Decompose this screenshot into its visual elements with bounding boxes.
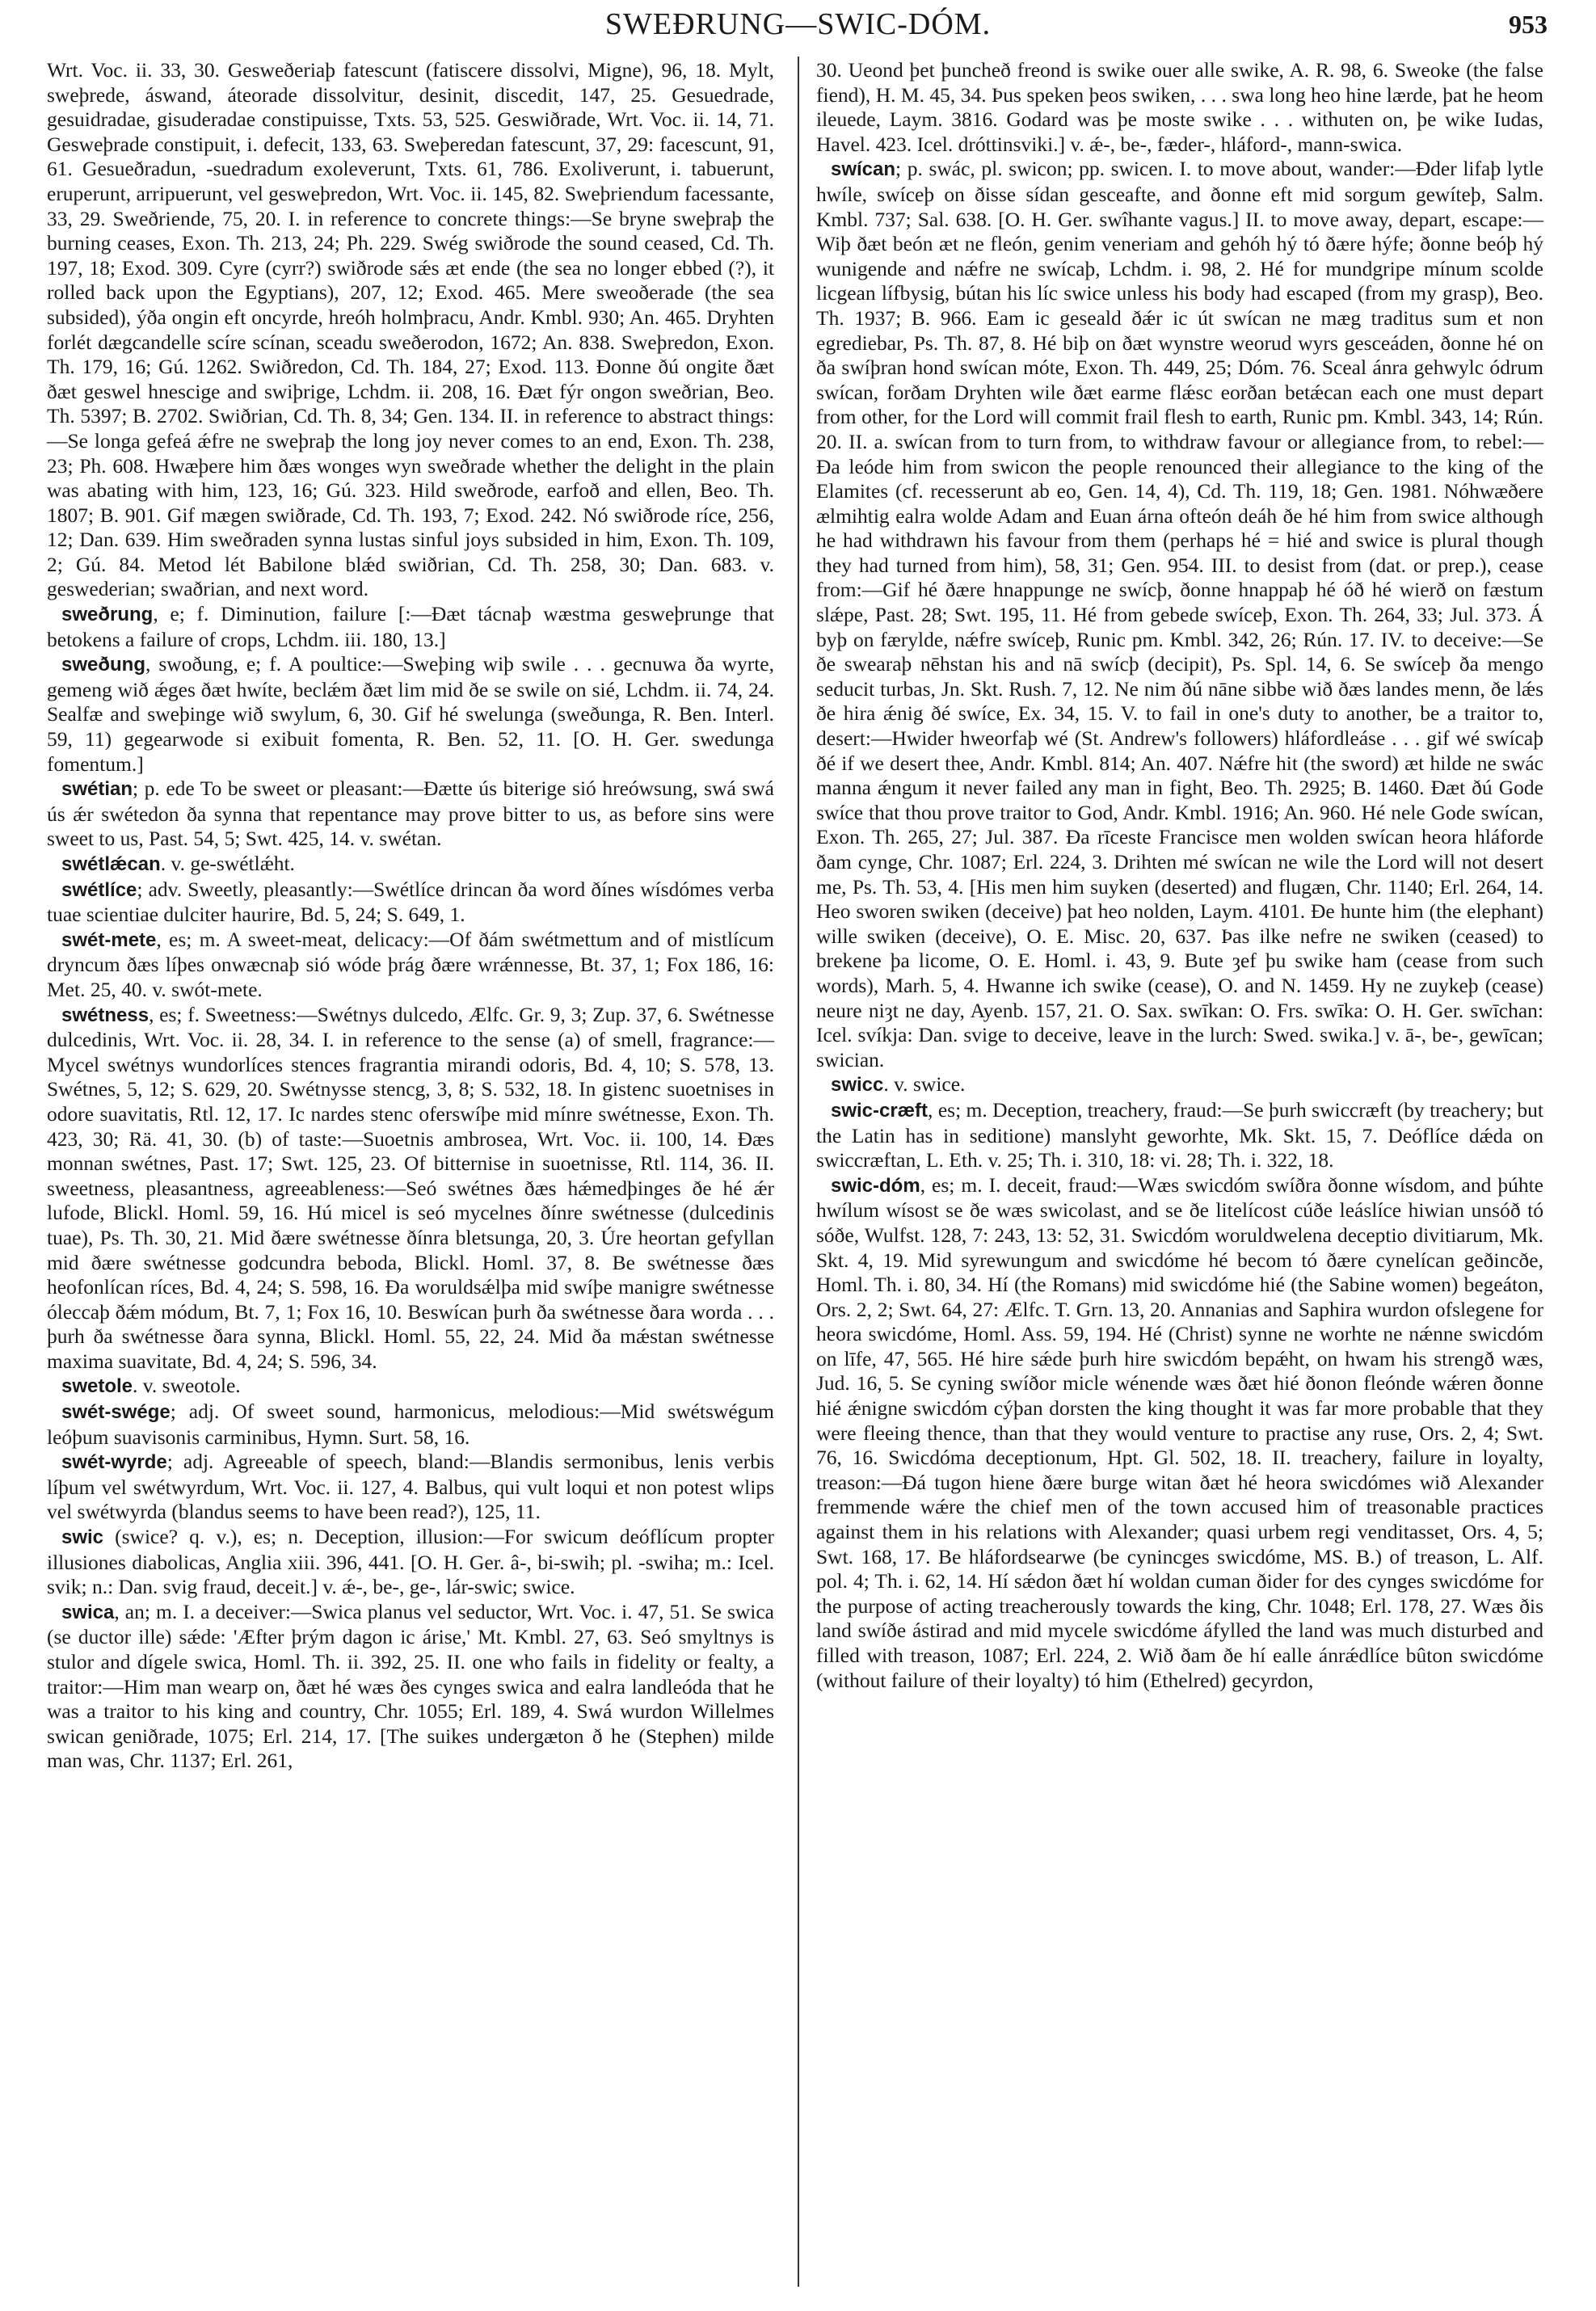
page-header (48, 6, 1548, 47)
entry-text: , es; m. I. deceit, fraud:—Wæs swicdóm swíðra ðonne wísdom, and þúhte hwílum wísost se ðe wæs swicolast, and se ðe litelícost cúðe leáslíce hiwian unsóð tó sóðe, Wulfst. 128, 7: 243, 13: 52, 31. Swicdóm woruldwelena deceptio divitiarum, Mk. Skt. 4, 19. Mid syrewungum and swicdóme hé becom tó ðære cynelícan geðincðe, Homl. Th. i. 80, 34. Hí (the Romans) mid swicdóme hié (the Sabine women) begeáton, Ors. 2, 2; Swt. 64, 27: Ælfc. T. Grn. 13, 20. Annanias and Saphira wurdon ofslegene for heora swicdóme, Homl. Ass. 59, 194. Hé (Christ) synne ne worhte ne nǽnne swicdóm on līfe, 47, 565. Hé hire sǽde þurh hire swicdóm bepǽht, on hwam his strengð wæs, Jud. 16, 5. Se cyning swíðor micle wénende wæs ðæt hié ðonon fleónde wǽren ðonne hié ǽnigne swicdóm cýþan dorsten the king thought it was far more probable that they were fleeing thence, than that they would venture to practise any ruse, Ors. 2, 4; Swt. 76, 16. Swicdóma deceptionum, Hpt. Gl. 502, 18. II. treachery, failure in loyalty, treason:—Ðá tugon hiene ðære burge witan ðæt hé heora swicdómes wið Alexander fremmende wǽre the chief men of the town accused him of treasonable practices against them in his relations with Alexander; quasi urbem regi venditasset, Ors. 4, 5; Swt. 168, 17. Be hláfordsearwe (be cynincges swicdóme, MS. B.) of treason, L. Alf. pol. 4; Th. i. 62, 14. Hí sǽdon ðæt hí woldan cuman ðider for des cynges swicdóme for the purpose of acting treacherously towards the king, Chr. 1048; Erl. 178, 27. Wæs ðis land swíðe ástirad and mid mycele swicdóme áfylled the land was much disturbed and filled with treason, 1087; Erl. 224, 2. Wið ðam ðe hí ealle ánrǽdlíce bûton swicdóme (without failure of their loyalty) tó him (Ethelred) gecyrdon, (816, 1172, 1543, 1692)
entry-text: Wrt. Voc. ii. 33, 30. Gesweðeriaþ fatescunt (fatiscere dissolvi, Migne), 96, 18. Mylt, sweþrede, áswand, áteorade dissolvitur, desinit, discedit, 147, 25. Gesuedrade, gesuidradae, gisuderadae constipuisse, Txts. 53, 525. Geswiðrade, Wrt. Voc. ii. 14, 71. Gesweþrade constipuit, i. defecit, 133, 63. Sweþeredan fatescunt, 37, 29: facescunt, 91, 61. Gesueðradun, -suedradum exoleverunt, Txts. 61, 786. Exoliverunt, i. tabuerunt, eruperunt, arripuerunt, vel gesweþredon, Wrt. Voc. ii. 145, 82. Sweþriendum facessante, 33, 29. Sweðriende, 75, 20. I. in reference to concrete things:—Se bryne sweþraþ the burning ceases, Exon. Th. 213, 24; Ph. 229. Swég swiðrode the sound ceased, Cd. Th. 197, 18; Exod. 309. Cyre (cyrr?) swiðrode sǽs æt ende (the sea no longer ebbed (?), it rolled back upon the Egyptians), 207, 12; Exod. 465. Mere sweoðerade (the sea subsided), ýða ongin eft oncyrde, hreóh holmþracu, Andr. Kmbl. 930; An. 465. Dryhten forlét dægcandelle scíre scínan, sceadu sweðerodon, 1672; An. 838. Sweþredon, Exon. Th. 179, 16; Gú. 1262. Swiðredon, Cd. Th. 184, 27; Exod. 113. Ðonne ðú ongite ðæt ðæt geswel hnescige and swiþrige, Lchdm. ii. 208, 16. Ðæt fýr ongon sweðrian, Beo. Th. 5397; B. 2702. Swiðrian, Cd. Th. 8, 34; Gen. 134. II. in reference to abstract things:—Se longa gefeá ǽfre ne sweþraþ the long joy never comes to an end, Exon. Th. 238, 23; Ph. 608. Hwæþere him ðæs wonges wyn sweðrade whether the delight in the plain was abating with him, 123, 16; Gú. 323. Hild sweðrode, earfoð and ellen, Beo. Th. 1807; B. 901. Gif mægen swiðrade, Cd. Th. 193, 7; Exod. 242. Nó swiðrode ríce, 256, 12; Dan. 639. Him sweðraden synna lustas sinful joys subsided in him, Exon. Th. 109, 2; Gú. 84. Metod lét Babilone blǽd swiðrian, Cd. Th. 258, 30; Dan. 683. v. geswederian; swaðrian, and next word. (47, 58, 774, 601)
dictionary-entry (47, 602, 774, 652)
headword: swica (61, 1601, 115, 1623)
headword: swét-swége (61, 1401, 171, 1424)
headword: swic-dóm (831, 1174, 920, 1197)
entry-text: , e; f. Diminution, failure [:—Ðæt tácnaþ wæstma gesweþrunge that betokens a failure of crops, Lchdm. iii. 180, 13.] (47, 602, 774, 651)
dictionary-entry (47, 652, 774, 777)
headword: swét-wyrde (61, 1451, 167, 1474)
dictionary-entry (47, 1400, 774, 1450)
headword: swétlǽcan (61, 853, 161, 875)
dictionary-entry (816, 1173, 1543, 1693)
entry-text: ; adv. Sweetly, pleasantly:—Swétlíce drincan ða word ðínes wísdómes verba tuae scientiae dulciter haurire, Bd. 5, 24; S. 649, 1. (47, 877, 774, 927)
headword: swétness (61, 1004, 149, 1026)
entry-text: , es; m. Deception, treachery, fraud:—Se þurh swiccræft (by treachery; but the Latin has in seditione) manslyht geworhte, Mk. Skt. 15, 7. Deóflíce dǽda on swiccræftan, L. Eth. v. 25; Th. i. 310, 18: vi. 28; Th. i. 322, 18. (816, 1097, 1543, 1172)
entry-text: . v. sweotole. (133, 1374, 241, 1398)
dictionary-entry (47, 777, 774, 852)
headword: swetole (61, 1375, 133, 1398)
page-number: 953 (1509, 10, 1548, 39)
dictionary-entry (816, 1072, 1543, 1098)
dictionary-entry (47, 878, 774, 928)
running-title: SWEÐRUNG—SWIC-DÓM. (604, 7, 992, 41)
right-column (816, 58, 1543, 1693)
entry-text: . v. swice. (883, 1072, 966, 1097)
dictionary-entry (47, 928, 774, 1003)
dictionary-entry (47, 852, 774, 878)
entry-text: 30. Ueond þet þuncheð freond is swike ouer alle swike, A. R. 98, 6. Sweoke (the false fiend), H. M. 45, 34. Þus speken þeos swiken, . . . swa long heo hine lærde, þat he heom ileuede, Laym. 3816. Godard was þe moste swike . . . withuten on, þe wike Iudas, Havel. 423. Icel. dróttinsviki.] v. ǽ-, be-, fæder-, hláford-, mann-swica. (816, 58, 1543, 156)
headword: swic-cræft (831, 1099, 929, 1122)
headword: swic (61, 1526, 104, 1549)
entry-text: ; p. swác, pl. swicon; pp. swicen. I. to move about, wander:—Ðder lifaþ lytle hwíle, swíceþ on ðisse sídan gesceafte, and ðonne eft mid sorgum gewíteþ, Salm. Kmbl. 737; Sal. 638. [O. H. Ger. swîhante vagus.] II. to move away, depart, escape:—Wiþ ðæt beón æt ne fleón, genim veneriam and gehóh hý tó ðære hýfe; ðonne beóþ hý wunigende and nǽfre ne swícaþ, Lchdm. i. 98, 2. Hé for mundgripe mínum scolde licgean lífbysig, bútan his líc swice unless his body had escaped (from my grasp), Beo. Th. 1937; B. 966. Eam ic geseald ðǽr ic út swícan ne mæg traditus sum et non egrediebar, Ps. Th. 87, 8. Hé biþ on ðæt wynstre weorud wyrs gesceáden, ðonne hé on ða swíþran hond swícan móte, Exon. Th. 449, 25; Dóm. 76. Sceal ánra gehwylc ódrum swícan, forðam Dryhten wile ðæt earme flǽsc eorðan betǽcan each one must depart from other, for the Lord will commit frail flesh to earth, Runic pm. Kmbl. 343, 14; Rún. 20. II. a. swícan from to turn from, to withdraw favour or allegiance from, to rebel:—Ða leóde him from swicon the people renounced their allegiance to the king of the Elamites (cf. recesserunt ab eo, Gen. 14, 4), Cd. Th. 119, 18; Gen. 1981. Nóhwæðere ælmihtig ealra wolde Adam and Euan árna ofteón deáh ðe hé him from swice although he had withdrawn his favour from them (perhaps hé = hié and swice is plural though they had turned from him), 58, 31; Gen. 954. III. to desist from (dat. or prep.), cease from:—Gif hé ðære hnappunge ne swícþ, ðonne hnappaþ hé óð hé wierð on fæstum slǽpe, Past. 28; Swt. 195, 11. Hé from gebede swíceþ, Exon. Th. 264, 33; Jul. 373. Á byþ on færylde, nǽfre swíceþ, Runic pm. Kmbl. 342, 26; Rún. 17. IV. to deceive:—Se ðe swearaþ nēhstan his and nā swícþ (decipit), Ps. Spl. 14, 6. Se swíceþ ða mengo seducit turbas, Jn. Skt. Rush. 7, 12. Ne nim ðú nāne sibbe wið ðæs landes menn, ðe lǽs ðe hira ǽnig ðé swíce, Ex. 34, 15. V. to fail in one's duty to another, be a traitor to, desert:—Hwider hweorfaþ wé (St. Andrew's followers) hláfordleáse . . . gif wé swícaþ ðé if we desert thee, Andr. Kmbl. 814; An. 407. Nǽfre hit (the sword) æt hilde ne swác manna ǽngum it never failed any man in fight, Beo. Th. 2925; B. 1460. Ðæt ðú Gode swíce that thou prove traitor to God, Andr. Kmbl. 1916; An. 960. Hé nele Gode swícan, Exon. Th. 265, 27; Jul. 387. Ða rīceste Francisce men wolden swícan heora hláforde ðam cynge, Chr. 1087; Erl. 224, 3. Drihten mé swícan ne wile the Lord will not desert me, Ps. Th. 53, 4. [His men him suyken (deserted) and flugæn, Chr. 1140; Erl. 264, 14. Heo sworen swiken (deceive) þat heo nolden, Laym. 4101. Ðe hunte him (the elephant) wille swiken (deceive), O. E. Misc. 20, 637. Þas ilke nefre ne swiken (ceased) to brekene þa licome, O. E. Homl. i. 43, 9. Bute ȝef þu swike ham (cease from such words), Marh. 5, 4. Hwanne ich swike (cease), O. and N. 1459. Hy ne zuykeþ (cease) neure niȝt ne day, Ayenb. 157, 21. O. Sax. swīkan: O. Frs. swīka: O. H. Ger. swīchan: Icel. svíkja: Dan. svige to deceive, leave in the lurch: Swed. swika.] v. ā-, be-, gewīcan; swician. (816, 157, 1543, 1071)
dictionary-entry (47, 1600, 774, 1774)
left-column (47, 58, 774, 1774)
headword: swicc (831, 1074, 884, 1097)
headword: swícan (831, 158, 896, 181)
dictionary-entry (47, 1374, 774, 1400)
entry-text: (swice? q. v.), es; n. Deception, illusion:—For swicum deóflícum propter illusiones diabolicas, Anglia xiii. 396, 441. [O. H. Ger. â-, bi-swih; pl. -swiha; m.: Icel. svik; n.: Dan. svig fraud, deceit.] v. ǽ-, be-, ge-, lár-swic; swice. (47, 1525, 774, 1599)
dictionary-entry (47, 1450, 774, 1525)
dictionary-entry (816, 1098, 1543, 1173)
headword: swétlíce (61, 878, 137, 901)
dictionary-entry (47, 1525, 774, 1600)
entry-text: ; p. ede To be sweet or pleasant:—Ðætte ús biterige sió hreówsung, swá swá ús ǽr swétedon ða synna that repentance may prove bitter to us, as before sins were sweet to us, Past. 54, 5; Swt. 425, 14. v. swétan. (47, 777, 774, 851)
entry-text: ; adj. Of sweet sound, harmonicus, melodious:—Mid swétswégum leóþum suavisonis carminibus, Hymn. Surt. 58, 16. (47, 1400, 774, 1449)
dictionary-entry (47, 58, 774, 602)
dictionary-entry (816, 157, 1543, 1072)
entry-text: , es; m. A sweet-meat, delicacy:—Of ðám swétmettum and of mistlícum dryncum ðæs líþes onwæcnaþ sió wóde þrág ðære wrǽnnesse, Bt. 37, 1; Fox 186, 16: Met. 25, 40. v. swót-mete. (47, 927, 774, 1001)
entry-text: . v. ge-swétlǽht. (160, 852, 295, 875)
entry-text: , es; f. Sweetness:—Swétnys dulcedo, Ælfc. Gr. 9, 3; Zup. 37, 6. Swétnesse dulcedinis, Wrt. Voc. ii. 28, 34. I. in reference to the sense (a) of smell, fragrance:—Mycel swétnys wundorlíces stences fragrantia mirandi odoris, Bd. 4, 10; S. 578, 13. Swétnes, 5, 12; S. 629, 20. Swétnysse stencg, 3, 8; S. 532, 18. In gistenc suoetnises in odore suavitatis, Rtl. 12, 17. Ic nardes stenc oferswíþe mid mínre swétnesse, Exon. Th. 423, 30; Rä. 41, 30. (b) of taste:—Suoetnis ambrosea, Wrt. Voc. ii. 100, 14. Ðæs monnan swétnes, Past. 17; Swt. 125, 23. Of bitternise in suoetnisse, Rtl. 114, 36. II. sweetness, pleasantness, agreeableness:—Seó swétnes ðæs hǽmedþinges ðe hé ǽr lufode, Blickl. Homl. 59, 16. Hú micel is seó mycelnes ðínre swétnesse (dulcedinis tuae), Ps. Th. 30, 21. Mid ðære swétnesse ðínra bletsunga, 20, 3. Úre heortan gefyllan mid ðære swétnesse godcundra beboda, Blickl. Homl. 37, 8. Be swétnesse ðæs heofonlícan ríces, Bd. 4, 24; S. 598, 16. Ða woruldsǽlþa mid swíþe manigre swétnesse óleccaþ ðǽm módum, Bt. 7, 1; Fox 16, 10. Beswícan þurh ða swétnesse ðara worda . . . þurh ða swétnesse ðara synna, Blickl. Homl. 55, 22, 24. Mid ða mǽstan swétnesse maxima suavitate, Bd. 4, 24; S. 596, 34. (47, 1002, 774, 1373)
headword: sweðrung (61, 604, 154, 626)
column-divider (798, 57, 799, 2287)
headword: swétian (61, 778, 133, 801)
dictionary-entry (816, 58, 1543, 157)
entry-text: , an; m. I. a deceiver:—Swica planus vel seductor, Wrt. Voc. i. 47, 51. Se swica (se ductor ille) sǽde: 'Æfter þrým dagon ic árise,' Mt. Kmbl. 27, 63. Seó smyltnys is stulor and dígele swica, Homl. Th. ii. 392, 25. II. one who fails in fidelity or fealty, a traitor:—Him man wearp on, ðæt hé wæs ðes cynges swica and ealra landleóda that he was a traitor to his king and country, Chr. 1055; Erl. 189, 4. Swá wurdon Willelmes swican geniðrade, 1075; Erl. 214, 17. [The suikes undergæton ð he (Stephen) milde man was, Chr. 1137; Erl. 261, (47, 1599, 774, 1773)
entry-text: ; adj. Agreeable of speech, bland:—Blandis sermonibus, lenis verbis líþum vel swétwyrdum, Wrt. Voc. ii. 127, 4. Balbus, qui vult loqui et non potest wlips vel swétwyrda (blandus seems to have been read?), 125, 11. (47, 1450, 774, 1524)
entry-text: , swoðung, e; f. A poultice:—Sweþing wiþ swile . . . gecnuwa ða wyrte, gemeng wið ǽges ðæt hwíte, beclǽm ðæt lim mid ðe se swile on sié, Lchdm. ii. 74, 24. Sealfæ and sweþinge wið swylum, 6, 30. Gif hé swelunga (sweðunga, R. Ben. Interl. 59, 11) gegearwode si exibuit fomenta, R. Ben. 52, 11. [O. H. Ger. swedunga fomentum.] (47, 652, 774, 776)
dictionary-entry (47, 1003, 774, 1374)
headword: sweðung (61, 654, 146, 676)
headword: swét-mete (61, 928, 157, 951)
